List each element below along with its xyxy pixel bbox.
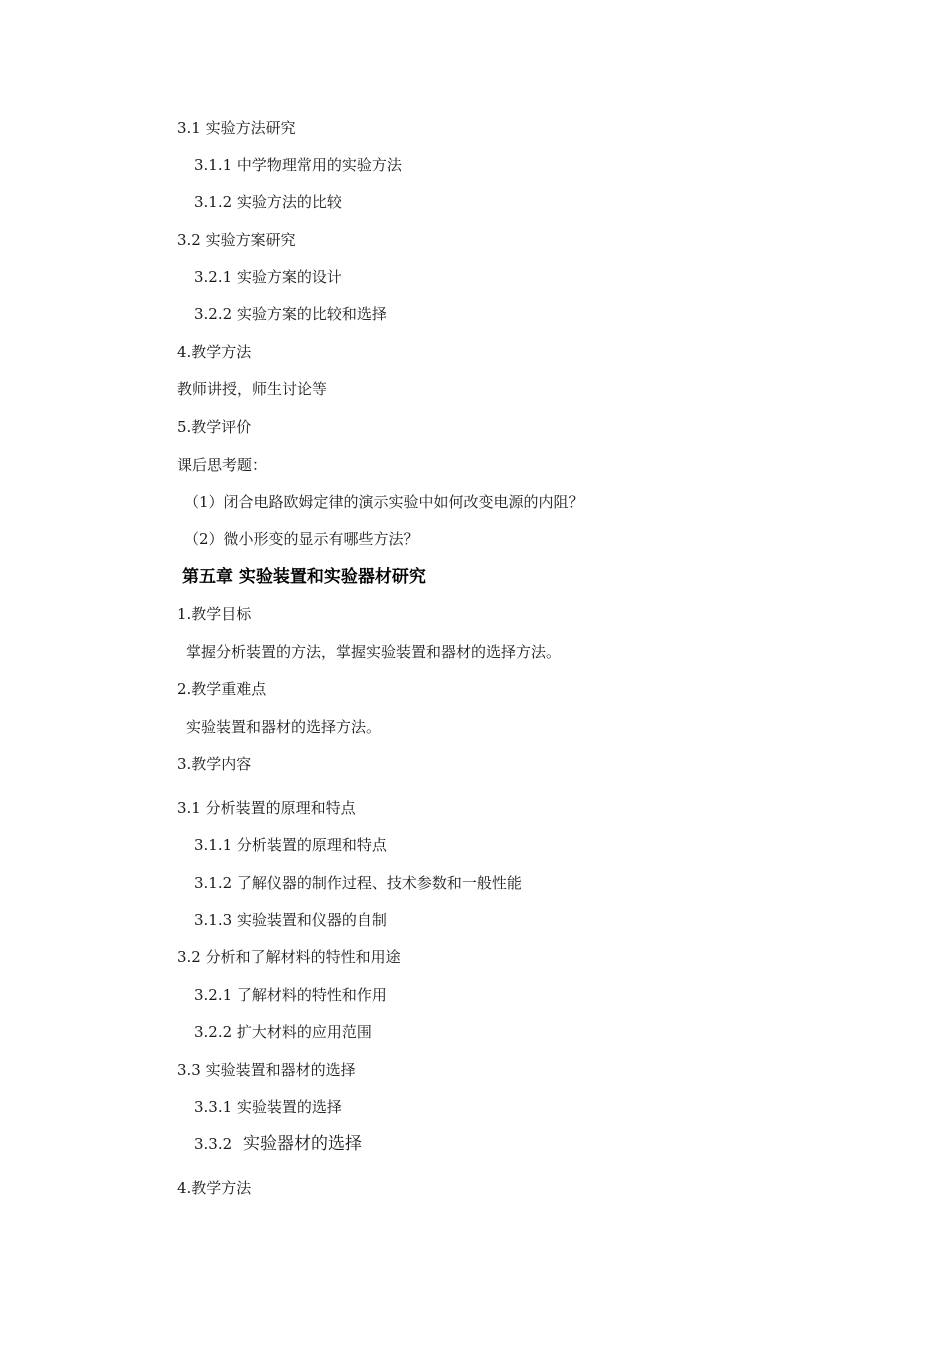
ch5-objectives-text: 掌握分析装置的方法，掌握实验装置和器材的选择方法。: [186, 643, 562, 661]
section-3-1-2: 3.1.2 实验方法的比较: [194, 193, 342, 211]
homework-label: 课后思考题：: [177, 456, 268, 474]
homework-question-1: （1）闭合电路欧姆定律的演示实验中如何改变电源的内阻？: [184, 493, 584, 511]
teaching-method-text: 教师讲授，师生讨论等: [177, 380, 328, 398]
ch5-section-3-2-2: 3.2.2 扩大材料的应用范围: [194, 1023, 372, 1041]
ch5-section-3-1-3: 3.1.3 实验装置和仪器的自制: [194, 911, 387, 929]
ch5-section-3-3-2: [194, 1134, 362, 1154]
homework-question-2: （2）微小形变的显示有哪些方法？: [184, 530, 419, 548]
ch5-section-2-key-points: 2.教学重难点: [177, 680, 267, 698]
section-3-2-2: 3.2.2 实验方案的比较和选择: [194, 305, 387, 323]
ch5-section-3-3: 3.3 实验装置和器材的选择: [177, 1061, 356, 1079]
ch5-section-3-3-2-number: 3.3.2: [194, 1135, 233, 1153]
chapter-5-heading: 第五章 实验装置和实验器材研究: [182, 567, 426, 587]
ch5-section-3-3-1: 3.3.1 实验装置的选择: [194, 1098, 342, 1116]
section-5-teaching-evaluation: 5.教学评价: [177, 418, 252, 436]
ch5-section-1-objectives: 1.教学目标: [177, 605, 252, 623]
section-3-2: 3.2 实验方案研究: [177, 231, 296, 249]
section-4-teaching-method: 4.教学方法: [177, 343, 252, 361]
section-3-1: 3.1 实验方法研究: [177, 119, 296, 137]
ch5-section-3-1-2: 3.1.2 了解仪器的制作过程、技术参数和一般性能: [194, 874, 522, 892]
ch5-section-3-1-1: 3.1.1 分析装置的原理和特点: [194, 836, 387, 854]
section-3-1-1: 3.1.1 中学物理常用的实验方法: [194, 156, 402, 174]
ch5-section-3-2-1: 3.2.1 了解材料的特性和作用: [194, 986, 387, 1004]
ch5-section-3-2: 3.2 分析和了解材料的特性和用途: [177, 948, 401, 966]
ch5-section-4-teaching-method: 4.教学方法: [177, 1179, 252, 1197]
ch5-section-3-1: 3.1 分析装置的原理和特点: [177, 799, 356, 817]
ch5-key-points-text: 实验装置和器材的选择方法。: [186, 718, 382, 736]
ch5-section-3-content: 3.教学内容: [177, 755, 252, 773]
section-3-2-1: 3.2.1 实验方案的设计: [194, 268, 342, 286]
ch5-section-3-3-2-text: 实验器材的选择: [242, 1134, 362, 1154]
